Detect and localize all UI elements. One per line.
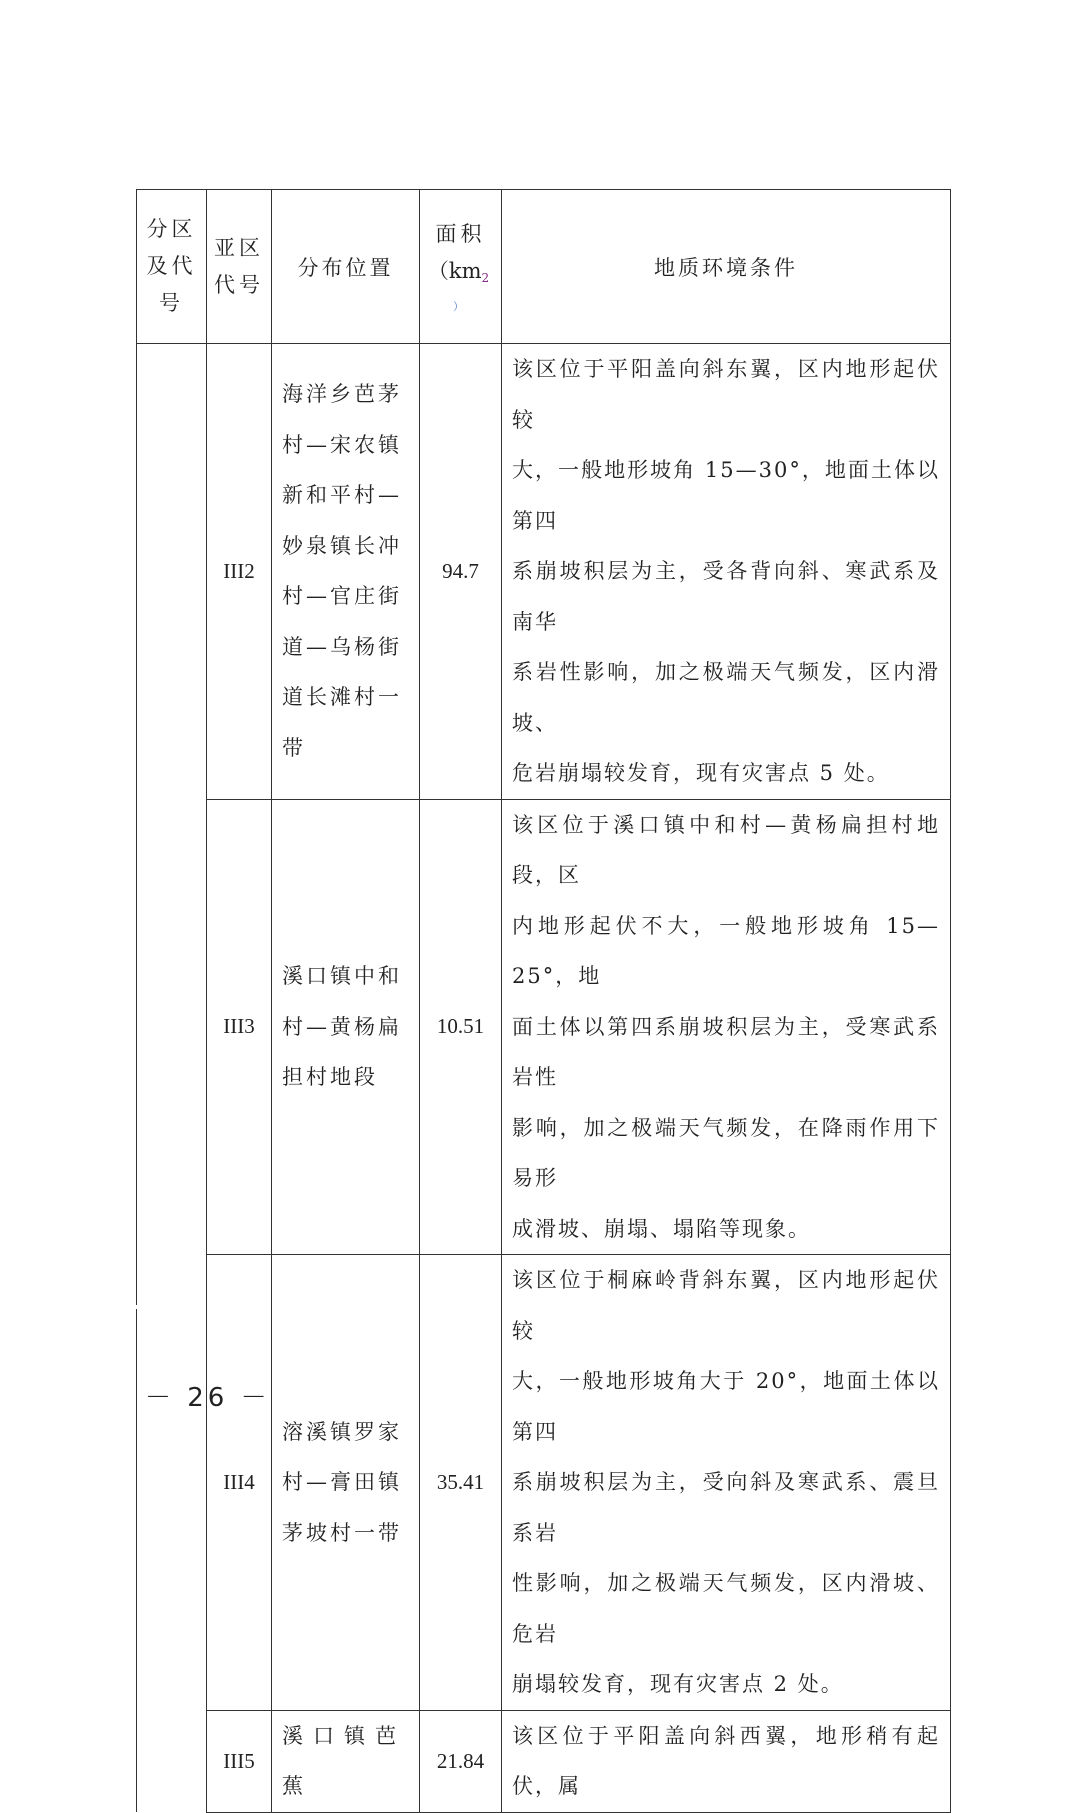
header-subzone xyxy=(207,190,272,344)
page-number: － 26 － xyxy=(145,1383,271,1413)
location-line: 道长滩村一 xyxy=(282,685,402,710)
area-value: 35.41 xyxy=(420,1255,502,1711)
location-cell xyxy=(272,1710,420,1812)
conditions-line: 系岩性影响，加之极端天气频发，区内滑坡、 xyxy=(512,660,940,735)
conditions-cell xyxy=(502,799,951,1255)
area-value: 94.7 xyxy=(420,344,502,800)
conditions-line: 该区位于平阳盖向斜东翼，区内地形起伏较 xyxy=(512,357,940,432)
table-row xyxy=(137,799,951,1255)
header-zone-line: 分区 xyxy=(146,217,197,241)
header-area xyxy=(420,190,502,344)
subzone-code: III3 xyxy=(207,799,272,1255)
conditions-line: 性影响，加之极端天气频发，区内滑坡、危岩 xyxy=(512,1571,940,1646)
conditions-line: 大，一般地形坡角大于 20°，地面土体以第四 xyxy=(512,1369,940,1444)
conditions-line: 影响，加之极端天气频发，在降雨作用下易形 xyxy=(512,1115,940,1190)
header-area-unit-sub: 2 xyxy=(481,271,494,285)
location-line: 海洋乡芭茅 xyxy=(282,382,402,407)
header-area-label: 面积 xyxy=(435,222,486,246)
header-conditions: 地质环境条件 xyxy=(502,190,951,344)
header-zone xyxy=(137,190,207,344)
table-row xyxy=(137,1255,951,1711)
table-header-row xyxy=(137,190,951,344)
header-area-unit-close: ） xyxy=(453,300,468,313)
conditions-line: 该区位于溪口镇中和村—黄杨扁担村地段，区 xyxy=(512,812,940,887)
geo-environment-table xyxy=(136,189,951,1813)
header-zone-line: 及代 xyxy=(146,254,197,278)
table-row xyxy=(137,1710,951,1812)
location-line: 道—乌杨街 xyxy=(282,634,402,659)
location-cell xyxy=(272,1255,420,1711)
location-line: 溶溪镇罗家 xyxy=(282,1419,402,1444)
conditions-cell xyxy=(502,344,951,800)
subzone-code: III5 xyxy=(207,1710,272,1812)
subzone-code: III2 xyxy=(207,344,272,800)
table-row xyxy=(137,344,951,800)
header-location: 分布位置 xyxy=(272,190,420,344)
location-line: 溪口镇中和 xyxy=(282,964,402,988)
open-bottom-edge xyxy=(136,1305,206,1309)
conditions-line: 危岩崩塌较发育，现有灾害点 5 处。 xyxy=(512,761,890,785)
conditions-line: 系崩坡积层为主，受向斜及寒武系、震旦系岩 xyxy=(512,1470,940,1545)
location-line: 溪口镇芭蕉 xyxy=(282,1723,406,1798)
location-line: 村—黄杨扁 xyxy=(282,1014,402,1039)
header-subzone-line: 亚区 xyxy=(214,235,264,260)
conditions-line: 该区位于桐麻岭背斜东翼，区内地形起伏较 xyxy=(512,1268,940,1343)
header-area-unit-text: （km xyxy=(427,259,482,283)
location-line: 妙泉镇长冲 xyxy=(282,533,402,558)
header-subzone-line: 代号 xyxy=(214,272,264,297)
location-line: 带 xyxy=(282,735,306,760)
location-line: 村—宋农镇 xyxy=(282,432,402,457)
conditions-line: 内地形起伏不大，一般地形坡角 15—25°，地 xyxy=(512,913,940,988)
location-line: 茅坡村一带 xyxy=(282,1520,402,1545)
conditions-line: 大，一般地形坡角 15—30°，地面土体以第四 xyxy=(512,458,940,533)
conditions-line: 崩塌较发育，现有灾害点 2 处。 xyxy=(512,1672,844,1696)
area-value: 21.84 xyxy=(420,1710,502,1812)
subzone-code: III4 xyxy=(207,1255,272,1711)
header-zone-line: 号 xyxy=(159,291,184,315)
location-line: 担村地段 xyxy=(282,1065,378,1089)
zone-cell xyxy=(137,344,207,1813)
conditions-cell xyxy=(502,1710,951,1812)
header-area-unit xyxy=(420,253,501,297)
conditions-line: 该区位于平阳盖向斜西翼，地形稍有起伏，属 xyxy=(512,1723,940,1798)
conditions-line: 成滑坡、崩塌、塌陷等现象。 xyxy=(512,1216,811,1241)
location-cell xyxy=(272,799,420,1255)
location-cell xyxy=(272,344,420,800)
conditions-cell xyxy=(502,1255,951,1711)
location-line: 村—官庄街 xyxy=(282,584,402,609)
conditions-line: 系崩坡积层为主，受各背向斜、寒武系及南华 xyxy=(512,559,940,634)
location-line: 村—膏田镇 xyxy=(282,1470,402,1494)
location-line: 新和平村— xyxy=(282,483,402,508)
area-value: 10.51 xyxy=(420,799,502,1255)
conditions-line: 面土体以第四系崩坡积层为主，受寒武系岩性 xyxy=(512,1014,940,1089)
